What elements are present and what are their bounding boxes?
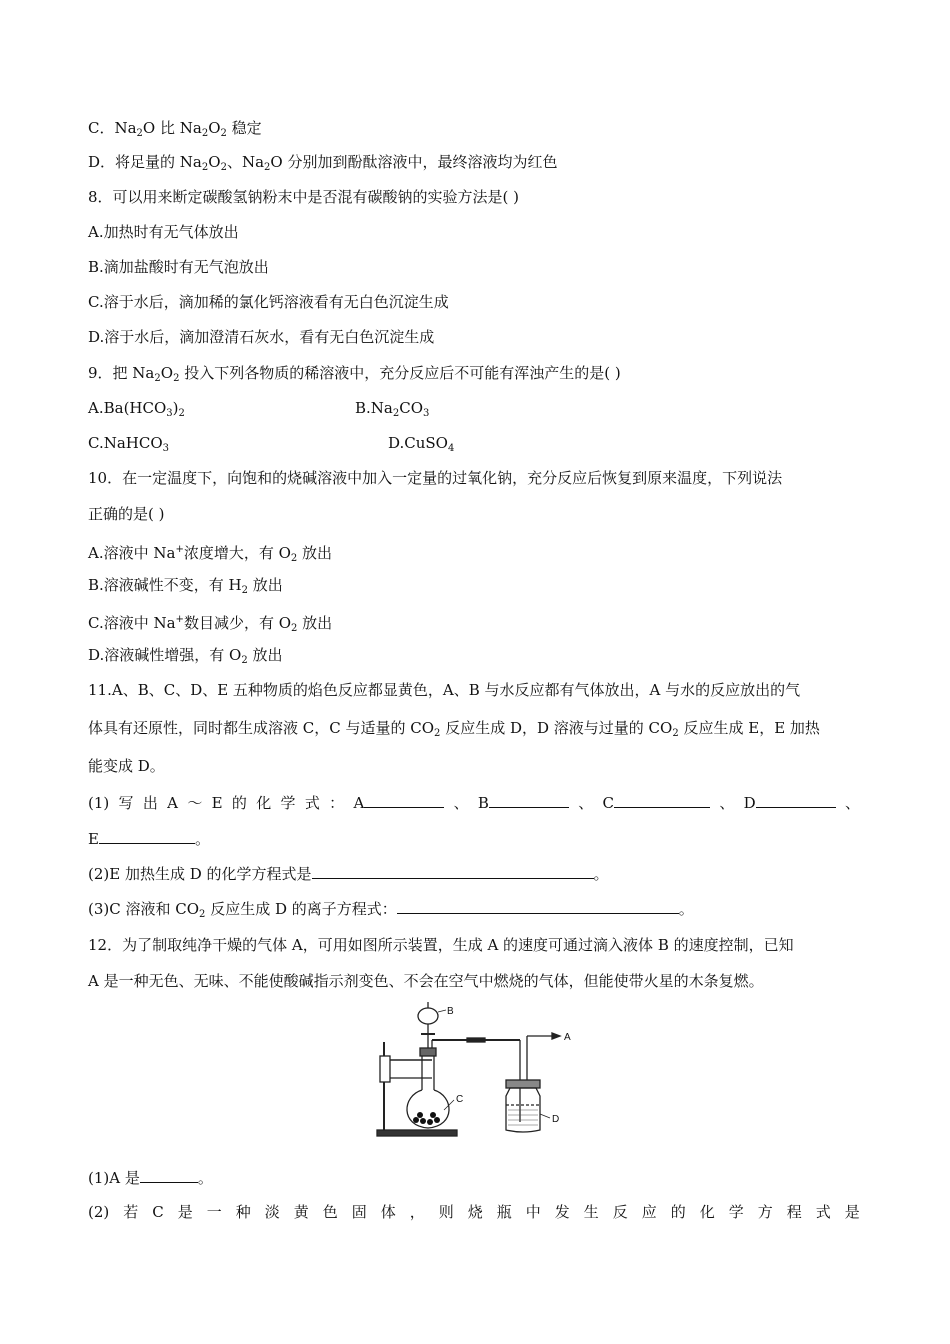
q12-sub1: (1)A 是 。 (88, 1169, 213, 1187)
answer-blank-q11-2[interactable] (312, 864, 594, 879)
answer-blank-q12-1[interactable] (140, 1168, 198, 1183)
label-d: D (552, 1114, 560, 1125)
separatory-funnel (418, 1008, 438, 1024)
q10-option-b: B.溶液碱性不变，有 $H_2$ 放出 (88, 576, 283, 596)
q8-option-a: A.加热时有无气体放出 (88, 223, 239, 241)
q12-stem-line1: 12．为了制取纯净干燥的气体 A，可用如图所示装置，生成 A 的速度可通过滴入液体 B 的速度控制，已知 (88, 936, 794, 954)
q11-sub3: (3)C 溶液和 $CO_2$ 反应生成 D 的离子方程式： 。 (88, 900, 694, 920)
q12-sub2-line: (2) 若 C 是 一 种 淡 黄 色 固 体 ， 则 烧 瓶 中 发 生 反 应 的 化 学 方 程 式 是 (88, 1203, 860, 1221)
answer-blank-d[interactable] (756, 793, 836, 808)
q7-option-d: D．将足量的 $Na_2O_2$、$Na_2O$ 分别加到酚酞溶液中，最终溶液均为红色 (88, 153, 558, 173)
answer-blank-a[interactable] (364, 793, 444, 808)
answer-blank-b[interactable] (489, 793, 569, 808)
q9-option-a: $A.Ba(HCO_3)_2$ (88, 399, 185, 419)
q8-option-c: C.溶于水后，滴加稀的氯化钙溶液看有无白色沉淀生成 (88, 293, 449, 311)
q10-option-a: A.溶液中 Na+浓度增大，有 $O_2$ 放出 (88, 544, 333, 564)
apparatus-figure (372, 1000, 587, 1140)
q7-option-c: C．$Na_2O$ 比 $Na_2O_2$ 稳定 (88, 119, 262, 139)
q9-option-c: C.NaHCO$_3$ (88, 434, 170, 454)
q11-sub1-line: (1) 写 出 A ～ E 的 化 学 式 ： A 、 B 、 C 、 D 、 (88, 794, 860, 812)
q11-stem-line3: 能变成 D。 (88, 757, 165, 775)
q11-stem-line1: 11.A、B、C、D、E 五种物质的焰色反应都显黄色，A、B 与水反应都有气体放出，A 与水的反应放出的气 (88, 681, 801, 699)
label-c: C (456, 1094, 464, 1105)
q11-sub1-e-line: E 。 (88, 830, 210, 848)
q8-stem: 8．可以用来断定碳酸氢钠粉末中是否混有碳酸钠的实验方法是( ) (88, 188, 520, 206)
answer-blank-q11-3[interactable] (397, 899, 679, 914)
solid-c (413, 1112, 440, 1125)
q8-option-d: D.溶于水后，滴加澄清石灰水，看有无白色沉淀生成 (88, 328, 435, 346)
q12-stem-line2: A 是一种无色、无味、不能使酸碱指示剂变色、不会在空气中燃烧的气体，但能使带火星的木条复燃。 (88, 972, 764, 990)
answer-blank-c[interactable] (614, 793, 710, 808)
q11-sub2: (2)E 加热生成 D 的化学方程式是 。 (88, 865, 609, 883)
label-b: B (447, 1006, 454, 1017)
q10-option-c: C.溶液中 Na+数目减少，有 $O_2$ 放出 (88, 614, 333, 634)
q9-option-b: $B.Na_2CO_3$ (355, 399, 430, 419)
label-a: A (564, 1032, 571, 1043)
q10-stem-line1: 10．在一定温度下，向饱和的烧碱溶液中加入一定量的过氧化钠，充分反应后恢复到原来温度，下列说法 (88, 469, 783, 487)
q9-stem: 9．把 $Na_2O_2$ 投入下列各物质的稀溶液中，充分反应后不可能有浑浊产生的是( ) (88, 364, 621, 384)
q10-option-d: D.溶液碱性增强，有 $O_2$ 放出 (88, 646, 283, 666)
answer-blank-e[interactable] (99, 829, 195, 844)
q9-option-d: D.CuSO$_4$ (388, 434, 455, 454)
q10-stem-line2: 正确的是( ) (88, 505, 165, 523)
stand-base (377, 1130, 457, 1136)
q11-stem-line2: 体具有还原性，同时都生成溶液 C，C 与适量的 $CO_2$ 反应生成 D，D 溶液与过量的 $CO_2$ 反应生成 E，E 加热 (88, 719, 820, 739)
q8-option-b: B.滴加盐酸时有无气泡放出 (88, 258, 269, 276)
